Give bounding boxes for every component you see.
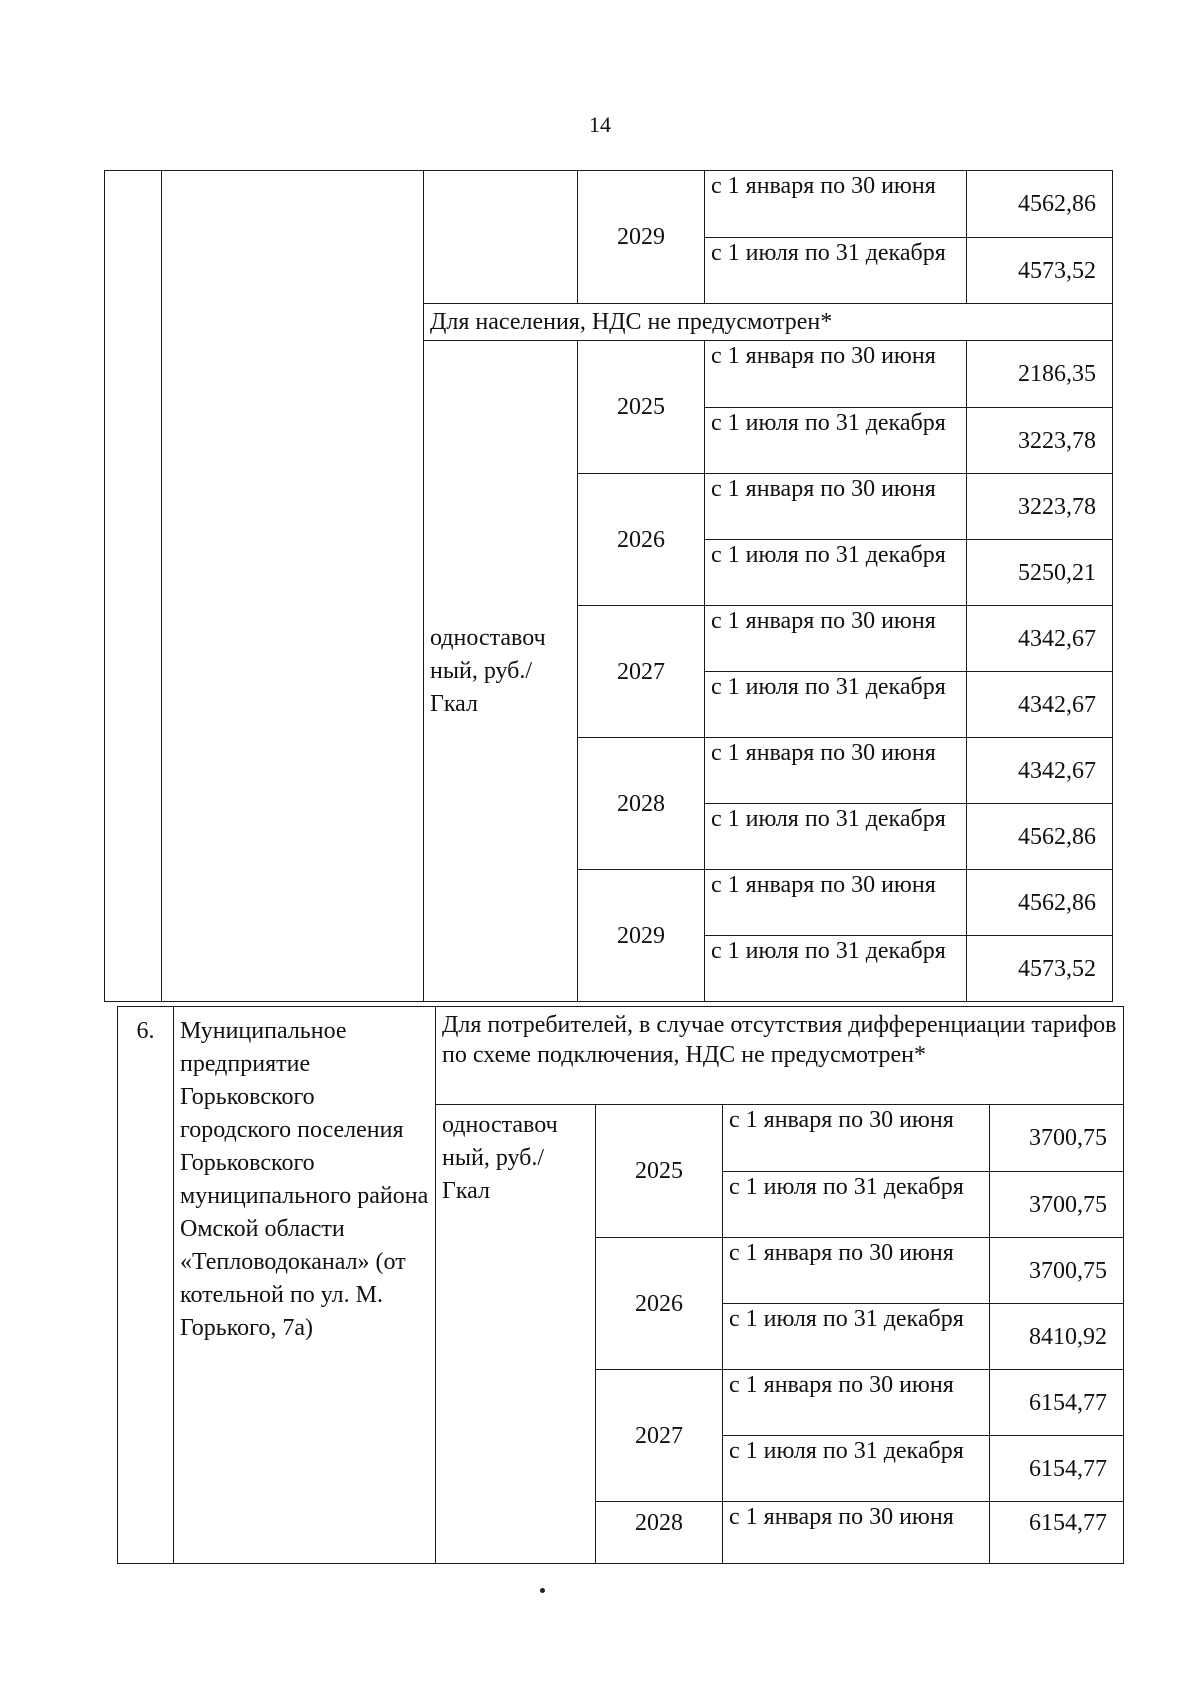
organization-cell: Муниципальное предприятие Горьковского городского поселения Горьковского муниципального района Омской области «Тепловодоканал» (от котельной по ул. М. Горького, 7а) xyxy=(174,1007,436,1564)
tariff-table-continued xyxy=(104,170,1113,1002)
year-cell: 2027 xyxy=(596,1370,723,1502)
index-cell-empty xyxy=(105,171,162,1002)
year-cell: 2026 xyxy=(578,474,705,606)
value-cell: 8410,92 xyxy=(990,1304,1124,1370)
value-cell: 3700,75 xyxy=(990,1238,1124,1304)
section-header: Для населения, НДС не предусмотрен* xyxy=(424,304,1113,341)
period-cell: с 1 января по 30 июня xyxy=(723,1238,990,1304)
org-cell-empty xyxy=(162,171,424,1002)
tariff-type-cell: одноставоч ный, руб./Гкал xyxy=(424,341,578,1002)
period-cell: с 1 января по 30 июня xyxy=(723,1370,990,1436)
value-cell: 3223,78 xyxy=(967,474,1113,540)
period-cell: с 1 июля по 31 декабря xyxy=(723,1304,990,1370)
year-cell: 2025 xyxy=(596,1105,723,1238)
period-cell: с 1 января по 30 июня xyxy=(705,870,967,936)
year-cell: 2026 xyxy=(596,1238,723,1370)
period-cell: с 1 июля по 31 декабря xyxy=(723,1436,990,1502)
value-cell: 5250,21 xyxy=(967,540,1113,606)
period-cell: с 1 июля по 31 декабря xyxy=(705,804,967,870)
value-cell: 4573,52 xyxy=(967,238,1113,304)
value-cell: 4562,86 xyxy=(967,870,1113,936)
period-cell: с 1 июля по 31 декабря xyxy=(723,1172,990,1238)
period-cell: с 1 января по 30 июня xyxy=(705,171,967,238)
year-cell: 2025 xyxy=(578,341,705,474)
value-cell: 6154,77 xyxy=(990,1370,1124,1436)
year-cell: 2028 xyxy=(596,1502,723,1564)
section-header: Для потребителей, в случае отсутствия дифференциации тарифов по схеме подключения, НДС не предусмотрен* xyxy=(436,1007,1124,1105)
value-cell: 4562,86 xyxy=(967,171,1113,238)
value-cell: 4342,67 xyxy=(967,606,1113,672)
tariff-table-item-6 xyxy=(117,1006,1124,1564)
page-number: 14 xyxy=(589,112,611,137)
period-cell: с 1 июля по 31 декабря xyxy=(705,672,967,738)
period-cell: с 1 января по 30 июня xyxy=(705,474,967,540)
period-cell: с 1 июля по 31 декабря xyxy=(705,408,967,474)
value-cell: 4342,67 xyxy=(967,672,1113,738)
period-cell: с 1 января по 30 июня xyxy=(705,606,967,672)
year-cell: 2028 xyxy=(578,738,705,870)
year-cell: 2029 xyxy=(578,171,705,304)
value-cell: 3223,78 xyxy=(967,408,1113,474)
period-cell: с 1 января по 30 июня xyxy=(705,738,967,804)
year-cell: 2027 xyxy=(578,606,705,738)
value-cell: 4342,67 xyxy=(967,738,1113,804)
period-cell: с 1 июля по 31 декабря xyxy=(705,936,967,1002)
stray-dot-mark xyxy=(540,1588,545,1593)
period-cell: с 1 января по 30 июня xyxy=(705,341,967,408)
value-cell: 4573,52 xyxy=(967,936,1113,1002)
value-cell: 4562,86 xyxy=(967,804,1113,870)
year-cell: 2029 xyxy=(578,870,705,1002)
period-cell: с 1 июля по 31 декабря xyxy=(705,540,967,606)
value-cell: 3700,75 xyxy=(990,1105,1124,1172)
value-cell: 6154,77 xyxy=(990,1502,1124,1564)
period-cell: с 1 января по 30 июня xyxy=(723,1105,990,1172)
period-cell: с 1 июля по 31 декабря xyxy=(705,238,967,304)
value-cell: 2186,35 xyxy=(967,341,1113,408)
value-cell: 3700,75 xyxy=(990,1172,1124,1238)
period-cell: с 1 января по 30 июня xyxy=(723,1502,990,1564)
tariff-type-cell-empty xyxy=(424,171,578,304)
tariff-type-cell: одноставоч ный, руб./Гкал xyxy=(436,1105,596,1564)
value-cell: 6154,77 xyxy=(990,1436,1124,1502)
index-cell: 6. xyxy=(118,1007,174,1564)
